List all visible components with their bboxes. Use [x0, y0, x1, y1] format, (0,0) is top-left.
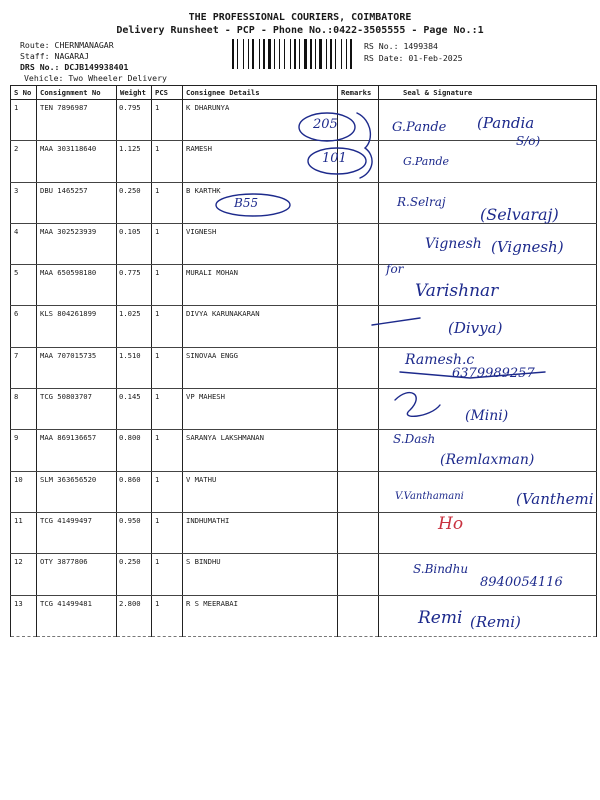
cell-sno: 3	[11, 182, 37, 223]
cell-pcs: 1	[152, 595, 183, 636]
rs-date-value: 01-Feb-2025	[408, 53, 463, 63]
cell-sno: 1	[11, 100, 37, 141]
cell-consignee: SARANYA LAKSHMANAN	[183, 430, 338, 471]
cell-pcs: 1	[152, 306, 183, 347]
cell-sno: 10	[11, 471, 37, 512]
drs-label: DRS No.:	[20, 62, 60, 72]
cell-consignment: SLM 363656520	[37, 471, 117, 512]
cell-sno: 8	[11, 389, 37, 430]
cell-consignment: TCG 41499497	[37, 512, 117, 553]
remark-2: 101	[322, 151, 347, 166]
remark-1: 205	[313, 117, 338, 132]
cell-weight: 0.950	[117, 512, 152, 553]
cell-sno: 7	[11, 347, 37, 388]
cell-weight: 0.775	[117, 265, 152, 306]
cell-consignee: B KARTHK	[183, 182, 338, 223]
cell-sno: 12	[11, 554, 37, 595]
cell-consignment: TCG 50803707	[37, 389, 117, 430]
cell-consignment: OTY 3877806	[37, 554, 117, 595]
cell-consignee: VP MAHESH	[183, 389, 338, 430]
signature-row-13: Remi	[418, 608, 463, 628]
col-header-sno: S No	[11, 86, 37, 100]
signature-row-9: S.Dash	[393, 432, 436, 446]
cell-sno: 9	[11, 430, 37, 471]
cell-consignee: VIGNESH	[183, 223, 338, 264]
cell-sno: 6	[11, 306, 37, 347]
signature-row-1-name: (Pandia	[477, 114, 535, 132]
staff-value: NAGARAJ	[54, 51, 90, 61]
cell-pcs: 1	[152, 141, 183, 182]
cell-pcs: 1	[152, 223, 183, 264]
cell-consignee: MURALI MOHAN	[183, 265, 338, 306]
cell-weight: 1.125	[117, 141, 152, 182]
signature-row-2: G.Pande	[403, 155, 449, 168]
cell-weight: 0.800	[117, 430, 152, 471]
signature-row-11-mark: Ho	[438, 514, 464, 534]
signature-row-12-phone: 8940054116	[480, 575, 563, 590]
remark-3: B55	[234, 196, 259, 210]
cell-sno: 5	[11, 265, 37, 306]
cell-weight: 0.250	[117, 182, 152, 223]
col-header-consignment: Consignment No	[37, 86, 117, 100]
cell-pcs: 1	[152, 389, 183, 430]
signature-row-6: (Divya)	[448, 319, 503, 337]
cell-consignee: V MATHU	[183, 471, 338, 512]
cell-weight: 1.025	[117, 306, 152, 347]
signature-row-12: S.Bindhu	[413, 562, 469, 576]
company-title: THE PROFESSIONAL COURIERS, COIMBATORE	[188, 12, 412, 23]
route-value: CHERNMANAGAR	[54, 40, 114, 50]
signature-row-3: R.Selraj	[397, 195, 446, 209]
cell-weight: 0.105	[117, 223, 152, 264]
col-header-consignee: Consignee Details	[183, 86, 338, 100]
cell-consignment: KLS 804261899	[37, 306, 117, 347]
drs-value: DCJB149938401	[64, 62, 129, 72]
cell-pcs: 1	[152, 471, 183, 512]
signature-row-7: Ramesh.c	[405, 352, 475, 368]
cell-consignee: DIVYA KARUNAKARAN	[183, 306, 338, 347]
cell-weight: 0.145	[117, 389, 152, 430]
col-header-pcs: PCS	[152, 86, 183, 100]
sig-8-scribble	[395, 393, 440, 417]
rs-date-label: RS Date:	[364, 53, 404, 63]
signature-row-4: Vignesh	[425, 236, 482, 252]
cell-sno: 13	[11, 595, 37, 636]
cell-weight: 1.510	[117, 347, 152, 388]
cell-consignee: R S MEERABAI	[183, 595, 338, 636]
cell-pcs: 1	[152, 347, 183, 388]
signature-row-1-relation: S/o)	[516, 134, 541, 148]
cell-pcs: 1	[152, 100, 183, 141]
col-header-remarks: Remarks	[338, 86, 379, 100]
vehicle-label: Vehicle:	[24, 73, 64, 83]
runsheet-subtitle: Delivery Runsheet - PCP - Phone No.:0422-3505555 - Page No.:1	[116, 25, 484, 36]
cell-sno: 11	[11, 512, 37, 553]
signature-row-7-phone: 6379989257	[452, 366, 535, 381]
cell-consignment: TEN 7896987	[37, 100, 117, 141]
vehicle-value: Two Wheeler Delivery	[68, 73, 167, 83]
cell-consignment: MAA 707015735	[37, 347, 117, 388]
signature-row-10-name: (Vanthemi	[516, 490, 594, 508]
cell-consignee: S BINDHU	[183, 554, 338, 595]
cell-consignment: MAA 869136657	[37, 430, 117, 471]
cell-weight: 2.800	[117, 595, 152, 636]
signature-row-5: Varishnar	[415, 281, 499, 301]
cell-pcs: 1	[152, 265, 183, 306]
route-label: Route:	[20, 40, 50, 50]
cell-sno: 4	[11, 223, 37, 264]
signature-row-1: G.Pande	[392, 120, 447, 135]
cell-consignment: MAA 650598180	[37, 265, 117, 306]
cell-consignment: MAA 303118640	[37, 141, 117, 182]
cell-pcs: 1	[152, 512, 183, 553]
signature-row-10: V.Vanthamani	[395, 491, 464, 502]
sig-6-stroke	[372, 318, 420, 325]
cell-consignment: MAA 302523939	[37, 223, 117, 264]
remark-bracket	[357, 113, 372, 178]
cell-pcs: 1	[152, 430, 183, 471]
cell-consignee: SINOVAA ENGG	[183, 347, 338, 388]
signature-row-3-name: (Selvaraj)	[480, 205, 559, 224]
cell-weight: 0.250	[117, 554, 152, 595]
rs-no-value: 1499384	[403, 41, 438, 51]
cell-consignee: INDHUMATHI	[183, 512, 338, 553]
cell-consignee: RAMESH	[183, 141, 338, 182]
staff-label: Staff:	[20, 51, 50, 61]
col-header-seal-signature: Seal & Signature	[379, 86, 597, 100]
signature-row-13-name: (Remi)	[470, 613, 521, 631]
cell-sno: 2	[11, 141, 37, 182]
cell-consignment: TCG 41499481	[37, 595, 117, 636]
signature-row-4-name: (Vignesh)	[491, 238, 564, 256]
cell-pcs: 1	[152, 182, 183, 223]
cell-consignment: DBU 1465257	[37, 182, 117, 223]
col-header-weight: Weight	[117, 86, 152, 100]
signature-row-8: (Mini)	[465, 408, 509, 424]
signature-row-9-name: (Remlaxman)	[440, 452, 535, 468]
cell-pcs: 1	[152, 554, 183, 595]
signature-row-5-prefix: for	[386, 262, 404, 276]
cell-consignee: K DHARUNYA	[183, 100, 338, 141]
cell-weight: 0.795	[117, 100, 152, 141]
rs-no-label: RS No.:	[364, 41, 399, 51]
cell-weight: 0.860	[117, 471, 152, 512]
